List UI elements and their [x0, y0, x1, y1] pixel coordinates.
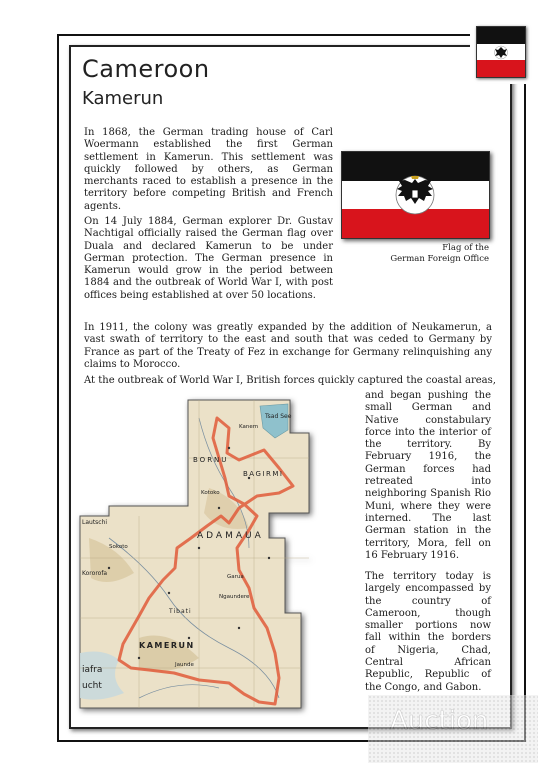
map-label-kotoko: Kotoko [201, 490, 220, 496]
map-label-bucht: ucht [82, 681, 102, 691]
map-label-lautschi: Lautschi [82, 519, 108, 526]
paragraph-today: The territory today is largely encompassed by the country of Cameroon, though smaller portions now fall within the borders of Nigeria, Chad, Central African Republic, Republic of the Congo, and Gabon. [365, 571, 491, 693]
flag-caption [340, 243, 489, 265]
page-title: Cameroon [82, 55, 210, 83]
paragraph-history-1868: In 1868, the German trading house of Carl Woermann established the first German settlement in Kamerun. This settlement was quickly followed by others, as German merchants raced to establish a presence in the territory before competing British and French agents. [84, 127, 333, 212]
watermark-text: Auction [390, 706, 489, 736]
paragraph-neukamerun-1911: In 1911, the colony was greatly expanded by the addition of Neukamerun, a vast swath of territory to the east and south that was ceded to Germany by France as part of the Treaty of Fez in exchange for Germany relinquishing any claims to Morocco. [84, 322, 492, 370]
kamerun-map [79, 398, 354, 718]
map-label-sokoto: Sokoto [109, 544, 128, 550]
map-label-bagirmi: BAGIRMI [243, 470, 284, 478]
map-label-tsad-see: Tsad See [265, 413, 292, 420]
flag-caption-line-2: German Foreign Office [390, 254, 489, 264]
map-label-biafra: iafra [82, 665, 103, 675]
map-label-tibati: Tibati [169, 608, 192, 615]
map-label-kororofa: Kororofa [82, 570, 108, 577]
paragraph-history-1884: On 14 July 1884, German explorer Dr. Gustav Nachtigal officially raised the German flag over Duala and declared Kamerun to be under German protection. The German presence in Kamerun would grow in the period between 1884 and the outbreak of World War I, with post offices being established at over 50 locations. [84, 216, 333, 301]
imperial-eagle-icon [342, 152, 489, 238]
page-subtitle: Kamerun [82, 88, 164, 109]
flag-caption-line-1: Flag of the [442, 243, 489, 253]
paragraph-ww1-lead: At the outbreak of World War I, British forces quickly captured the coastal areas, [84, 375, 496, 386]
map-label-adamaua: ADAMAUA [197, 531, 264, 541]
map-label-jaunde: Jaunde [175, 662, 194, 668]
auction-watermark [368, 695, 538, 763]
eagle-icon [477, 44, 525, 61]
corner-flag-thumbnail [476, 26, 526, 78]
paragraph-ww1-rest: and began pushing the small German and Native constabulary force into the interior of the territory. By February 1916, the German forces had retreated into neighboring Spanish Rio Muni, where they were interned. The last German station in the territory, Mora, fell on 16 February 1916. [365, 390, 491, 561]
map-label-kanem: Kanem [239, 424, 259, 430]
flag-german-foreign-office [341, 151, 490, 239]
map-label-garua: Garua [227, 574, 244, 580]
map-label-bornu: BORNU [193, 456, 229, 464]
map-label-kamerun: KAMERUN [139, 641, 195, 650]
map-label-ngaundere: Ngaundere [219, 594, 250, 600]
